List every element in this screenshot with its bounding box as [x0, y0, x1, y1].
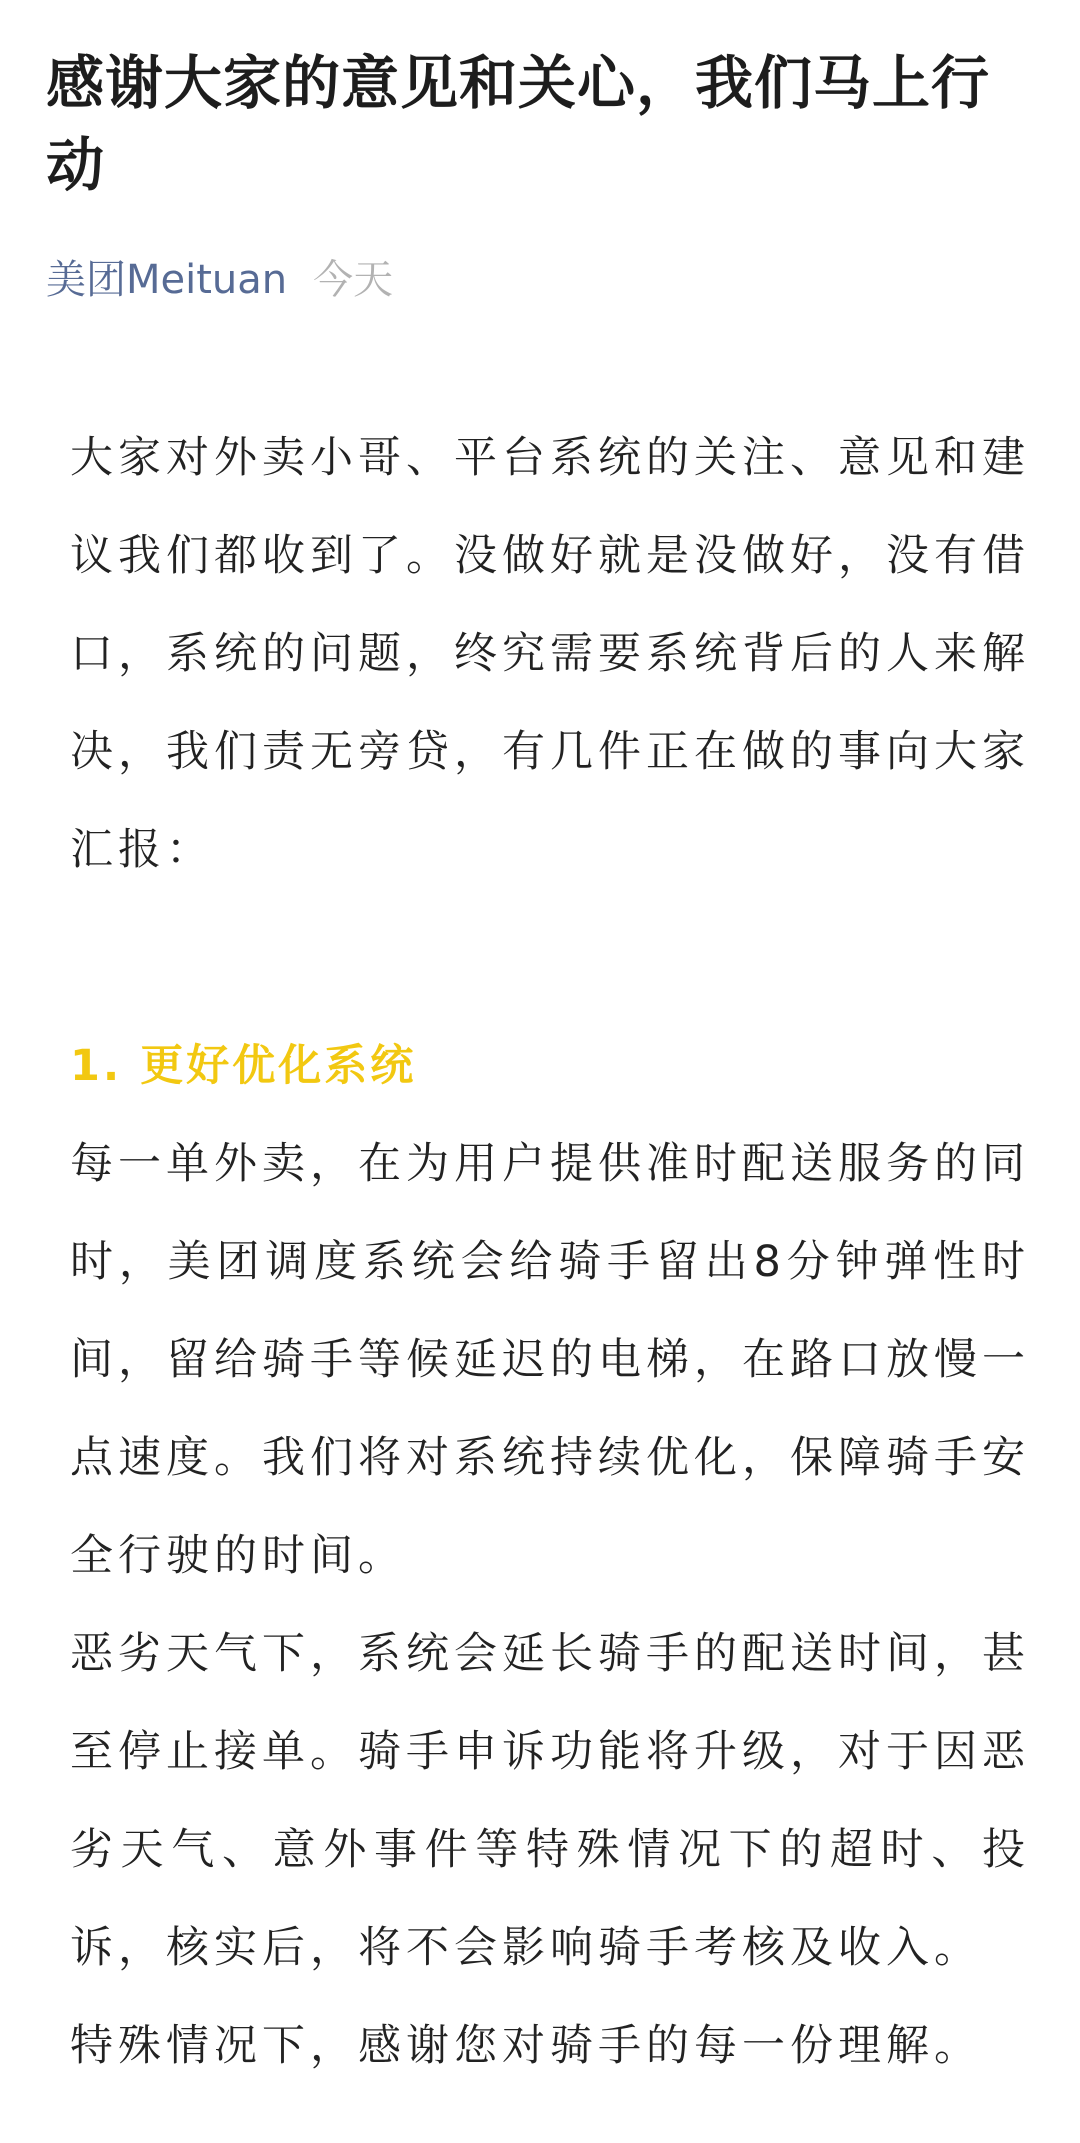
body-paragraph-3: 特殊情况下，感谢您对骑手的每一份理解。: [70, 2021, 982, 2071]
article-title: 感谢大家的意见和关心，我们马上行动: [46, 49, 991, 199]
article-meta: [46, 252, 393, 308]
section-heading: 1. 更好优化系统: [70, 1041, 417, 1091]
body-paragraph-2: 恶劣天气下，系统会延长骑手的配送时间，甚至停止接单。骑手申诉功能将升级，对于因恶劣天气、意外事件等特殊情况下的超时、投诉，核实后，将不会影响骑手考核及收入。: [70, 1629, 1030, 1973]
intro-paragraph: 大家对外卖小哥、平台系统的关注、意见和建议我们都收到了。没做好就是没做好，没有借口，系统的问题，终究需要系统背后的人来解决，我们责无旁贷，有几件正在做的事向大家汇报：: [70, 433, 1030, 875]
body-paragraph-1: 每一单外卖，在为用户提供准时配送服务的同时，美团调度系统会给骑手留出8分钟弹性时间，留给骑手等候延迟的电梯，在路口放慢一点速度。我们将对系统持续优化，保障骑手安全行驶的时间。: [70, 1139, 1030, 1581]
account-name-link[interactable]: 美团Meituan: [46, 257, 288, 303]
publish-date: 今天: [313, 257, 394, 303]
